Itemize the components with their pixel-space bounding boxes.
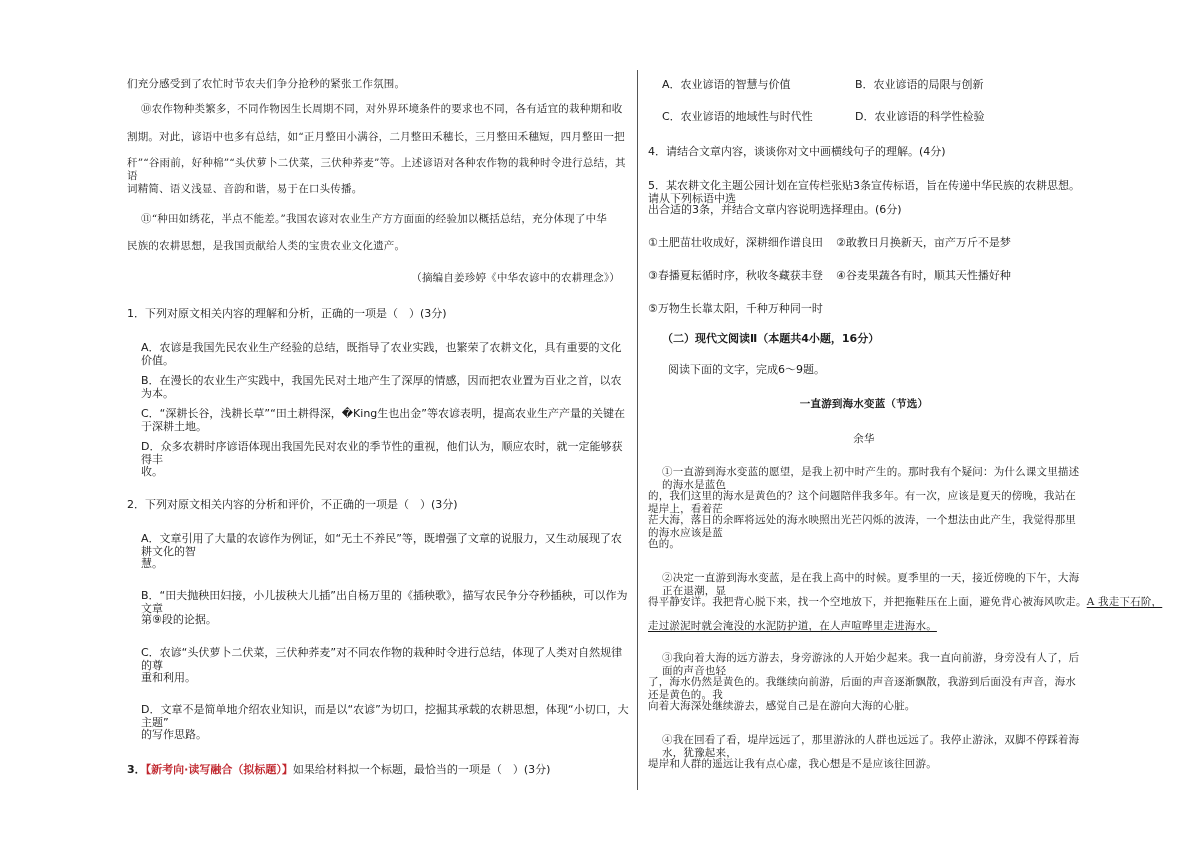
article-paragraph-2-line-1: ②决定一直游到海水变蓝，是在我上高中的时候。夏季里的一天，接近傍晚的下午，大海正在退潮，显 [662,572,1080,597]
question-1-stem: 1．下列对原文相关内容的理解和分析，正确的一项是（ ）(3分) [127,307,447,320]
question-5-line-1: 5．某农耕文化主题公园计划在宣传栏张贴3条宣传标语，旨在传递中华民族的农耕思想。请从下列标语中选 [648,179,1080,205]
question-3-number: 3． [127,763,146,776]
question-1-option-c: C．“深耕长谷，浅耕长草”“田土耕得深，�King生也出金”等农谚表明，提高农业生产产量的关键在于深耕土地。 [141,407,625,433]
question-2-option-b-line-1: B．“田夫抛秧田妇接，小儿拔秧大儿插”出自杨万里的《插秧歌》，描写农民争分夺秒插秧，可以作为文章 [141,589,628,615]
article-paragraph-2-line-2 [648,596,1163,609]
question-1-option-d-line-2: 收。 [141,465,163,478]
slogan-5: ⑤万物生长靠太阳，千种万种同一时 [648,302,823,315]
column-divider [637,70,638,790]
slogan-1: ①土肥苗壮收成好，深耕细作谱良田 [648,236,823,249]
question-3-option-d: D．农业谚语的科学性检验 [855,110,985,123]
paragraph-10-line-3: 秆”“谷雨前，好种棉”“头伏萝卜二伏菜，三伏种荞麦”等。上述谚语对各种农作物的栽种时令进行总结，其语 [127,157,626,182]
question-3-stem [127,763,632,776]
question-4: 4．请结合文章内容，谈谈你对文中画横线句子的理解。(4分) [648,145,946,158]
article-paragraph-4-line-2: 堤岸和人群的遥远让我有点心虚，我心想是不是应该往回游。 [648,758,937,770]
question-2-option-c-line-1: C．农谚“头伏萝卜二伏菜，三伏种荞麦”对不同农作物的栽种时令进行总结，体现了人类对自然规律的尊 [141,646,623,672]
reading-instruction: 阅读下面的文字，完成6～9题。 [668,363,825,376]
question-3-option-b: B．农业谚语的局限与创新 [855,78,984,91]
section-2-heading: （二）现代文阅读Ⅱ（本题共4小题，16分） [662,332,880,345]
question-5-line-2: 出合适的3条，并结合文章内容说明选择理由。(6分) [648,203,902,216]
article-paragraph-3-line-2: 了，海水仍然是黄色的。我继续向前游，后面的声音逐渐飘散，我游到后面没有声音，海水还是黄色的。我 [648,676,1076,701]
slogan-3: ③春播夏耘循时序，秋收冬藏获丰登 [648,269,823,282]
article-paragraph-2-line-2-text: 得平静安详。我把背心脱下来，找一个空地放下，并把拖鞋压在上面，避免背心被海风吹走。 [648,596,1087,608]
article-title: 一直游到海水变蓝（节选） [799,398,929,410]
question-3-option-a: A．农业谚语的智慧与价值 [662,78,791,91]
paragraph-continued: 们充分感受到了农忙时节农夫们争分抢秒的紧张工作氛围。 [127,78,406,90]
question-2-option-d-line-2: 的写作思路。 [141,728,207,741]
paragraph-10-line-2: 割期。对此，谚语中也多有总结，如“正月整田小满谷，二月整田禾穗长，三月整田禾穗短，四月整田一把 [127,131,625,143]
paragraph-11-line-1: ⑪“种田如绣花，半点不能差。”我国农谚对农业生产方方面面的经验加以概括总结，充分体现了中华 [141,213,607,225]
question-3-tag: 【新考向·读写融合（拟标题）】 [145,763,293,776]
question-2-option-a-line-1: A．文章引用了大量的农谚作为例证，如“无土不养民”等，既增强了文章的说服力，又生动展现了农耕文化的智 [141,532,622,558]
question-3-text: 如果给材料拟一个标题，最恰当的一项是（ ）(3分) [292,763,551,776]
source-citation: （摘编自姜珍婷《中华农谚中的农耕理念》） [411,272,620,284]
underlined-sentence-start: A 我走下石阶， [1086,596,1163,608]
question-2-option-b-line-2: 第⑨段的论据。 [141,613,217,626]
question-1-option-b: B．在漫长的农业生产实践中，我国先民对土地产生了深厚的情感，因而把农业置为百业之首，以农为本。 [141,374,622,400]
slogan-2: ②敢教日月换新天，亩产万斤不是梦 [836,236,1011,249]
question-3-option-c: C．农业谚语的地域性与时代性 [662,110,813,123]
article-paragraph-4-line-1: ④我在回看了看，堤岸远远了，那里游泳的人群也远远了。我停止游泳，双脚不停踩着海水，犹豫起来， [662,734,1080,759]
question-2-option-d-line-1: D．文章不是简单地介绍农业知识，而是以“农谚”为切口，挖掘其承载的农耕思想，体现“小切口，大主题” [141,703,629,729]
article-paragraph-1-line-1: ①一直游到海水变蓝的愿望，是我上初中时产生的。那时我有个疑问：为什么课文里描述的海水是蓝色 [662,466,1080,491]
paragraph-10-line-1: ⑩农作物种类繁多，不同作物因生长周期不同，对外界环境条件的要求也不同，各有适宜的栽种期和收 [141,103,623,115]
question-2-stem: 2．下列对原文相关内容的分析和评价，不正确的一项是（ ）(3分) [127,498,458,511]
question-1-option-d-line-1: D．众多农耕时序谚语体现出我国先民对农业的季节性的重视，他们认为，顺应农时，就一定能够获得丰 [141,440,623,466]
question-2-option-a-line-2: 慧。 [141,557,163,570]
slogan-4: ④谷麦果蔬各有时，顺其天性播好种 [836,269,1011,282]
paragraph-10-line-4: 词精简、语义浅显、音韵和谐，易于在口头传播。 [127,183,363,195]
article-paragraph-3-line-3: 向着大海深处继续游去，感觉自己是在游向大海的心脏。 [648,700,916,712]
article-paragraph-1-line-2: 的，我们这里的海水是黄色的？这个问题陪伴我多年。有一次，应该是夏天的傍晚，我站在堤岸上，看着茫 [648,490,1076,515]
article-paragraph-1-line-4: 色的。 [648,538,681,550]
question-2-option-c-line-2: 重和利用。 [141,671,196,684]
question-1-option-a: A．农谚是我国先民农业生产经验的总结，既指导了农业实践，也繁荣了农耕文化，具有重要的文化价值。 [141,341,622,367]
article-paragraph-3-line-1: ③我向着大海的远方游去，身旁游泳的人开始少起来。我一直向前游，身旁没有人了，后面的声音也轻 [662,652,1080,677]
paragraph-11-line-2: 民族的农耕思想，是我国贡献给人类的宝贵农业文化遗产。 [127,240,406,252]
underlined-sentence-end: 走过淤泥时就会淹没的水泥防护道，在人声喧哗里走进海水。 [648,620,937,632]
article-paragraph-1-line-3: 茫大海，落日的余晖将远处的海水映照出光芒闪烁的波涛，一个想法由此产生，我觉得那里的海水应该是蓝 [648,514,1076,539]
article-author: 余华 [853,433,875,445]
